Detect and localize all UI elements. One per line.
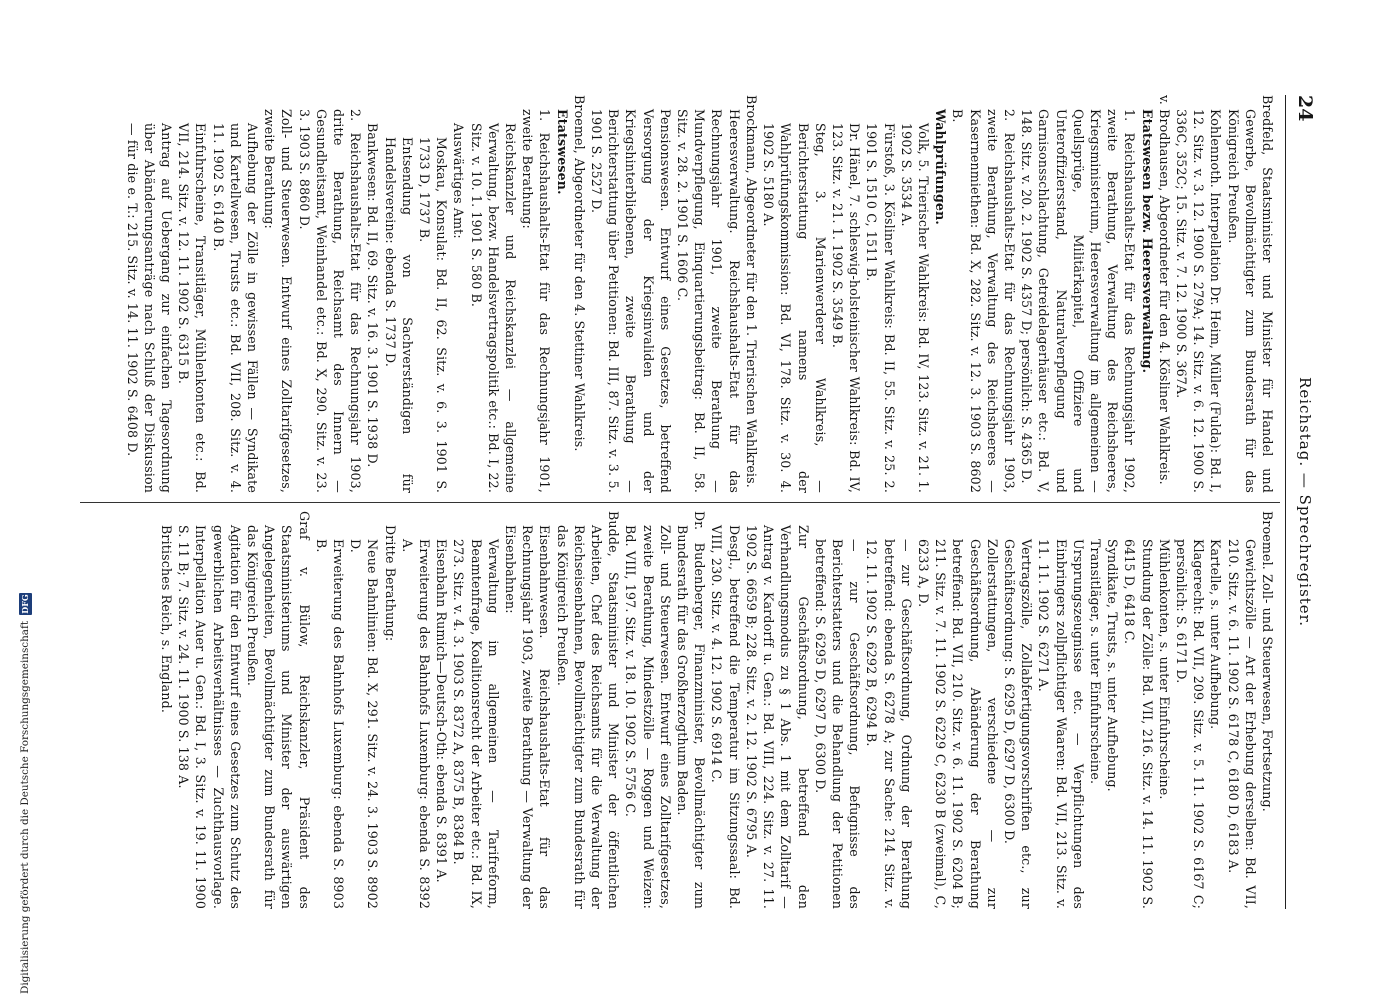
register-entry: Volk, 5. Trierischer Wahlkreis: Bd. IV, 123. Sitz. v. 21. 1. 1902 S. 3534 A. — [898, 123, 931, 493]
register-entry: 1. Reichshaushalts-Etat für das Rechnungsjahr 1901, zweite Berathung: — [520, 109, 553, 493]
register-entry: Antrag auf Uebergang zur einfachen Tagesordnung über Abänderungsanträge nach Schluß der Diskussion — für die e. T.: 215. Sitz. v. 14. 11. 1902 S. 6408 D. — [124, 123, 174, 493]
register-entry: Zur Geschäftsordnung, betreffend den Verhandlungsmodus zu § 1 Abs. 1 mit dem Zolltarif — Antrag v. Kardorff u. Gen.: Bd. VIII, 224. Sitz. v. 27. 11. 1902 S. 6659 B; 228. Sitz. v. 2. 12. 1902 S. 6795 A. — [743, 525, 811, 909]
register-entry: Dr. Budenberger, Finanzminister, Bevollmächtigter zum Bundesrath für das Großherzogthum Baden. — [675, 511, 708, 909]
register-entry: Brockmann, Abgeordneter für den 1. Trierischen Wahlkreis. — [743, 95, 759, 488]
register-entry: — zur Geschäftsordnung, Befugnisse des Berichterstatters und die Behandlung der Petitionen betreffend: S. 6295 D, 6297 D, 6300 D. — [812, 539, 863, 909]
column-separator — [80, 502, 1280, 503]
register-entry: Gewichtszölle — Art der Erhebung derselben: Bd. VII, 210. Sitz. v. 6. 11. 1902 S. 6178 C, 6180 D, 6183 A. — [1225, 539, 1258, 909]
register-entry: Graf v. Bülow, Reichskanzler, Präsident des Staatsministeriums und Minister der auswärtigen Angelegenheiten, Bevollmächtigter zum Bundesrath für das Königreich Preußen. — [245, 511, 312, 909]
page-number: 24 — [1294, 95, 1316, 122]
register-entry: Zollerstattungen, verschiedene — zur Geschäftsordnung, Abänderung der Berathung betreffend: Bd. VII, 210. Sitz. v. 6. 11. 1902 S. 6204 B; 211. Sitz. v. 7. 11. 1902 S. 6229 C, 6230 B (zweimal), C, 6233 A, D. — [915, 539, 1000, 909]
running-title: Reichstag. — Sprechregister. — [1296, 377, 1314, 627]
register-entry: Dr. Hänel, 7. schleswig-holsteinischer Wahlkreis: Bd. IV, 123. Sitz. v. 21. 1. 1902 S. 3549 B. — [829, 123, 863, 493]
register-entry: Bankwesen: Bd. II, 69. Sitz. v. 16. 3. 1901 S. 1938 D. — [365, 123, 381, 468]
register-entry: Bredfeld, Staatsminister und Minister für Handel und Gewerbe, Bevollmächtigter zum Bundesrath für das Königreich Preußen. — [1225, 95, 1275, 493]
page-body — [58, 95, 1320, 909]
register-entry: Budde, Staatsminister und Minister der öffentlichen Arbeiten, Chef des Reichsamts für die Verwaltung der Reichseisenbahnen, Bevollmächtigter zum Bundesrath für das Königreich Preußen. — [554, 511, 622, 909]
register-entry: Neue Bahnlinien: Bd. X, 291. Sitz. v. 24. 3. 1903 S. 8902 D. — [348, 539, 381, 909]
register-entry: 2. Reichshaushalts-Etat für das Rechnungsjahr 1903, zweite Berathung, Verwaltung des Reichsheeres — Kasernenmiethen: Bd. X, 282. Sitz. v. 12. 3. 1903 S. 8602 B. — [950, 109, 1017, 493]
header-rule — [1285, 95, 1286, 909]
register-entry: 2. Reichshaushalts-Etat für das Rechnungsjahr 1903, dritte Berathung, Reichsamt des Innern — Gesundheitsamt, Weinhandel etc.: Bd. X, 290. Sitz. v. 23. 3. 1903 S. 8860 D. — [296, 109, 364, 493]
register-entry: Klagerecht: Bd. VII, 209. Sitz. v. 5. 11. 1902 S. 6167 C; persönlich: S. 6171 D. — [1173, 539, 1207, 909]
register-entry: 1. Reichshaushalts-Etat für das Rechnungsjahr 1902, zweite Berathung, Verwaltung des Reichsheeres, Kriegsministerium, Heeresverwaltung im allgemeinen — Quellsprüge, Militärkapitel, Offiziere und Unteroffiziersstand, Naturalverpflegung und Garnisonsschlachtung, Getreidelagerhäuser etc.: Bd. V, 148. Sitz. v. 20. 2. 1902 S. 4357 D; persönlich: S. 4365 D. — [1019, 109, 1138, 493]
register-entry: Zoll- und Steuerwesen. Entwurf eines Zolltarifgesetzes, zweite Berathung: — [262, 109, 295, 493]
register-entry: Zoll- und Steuerwesen. Entwurf eines Zolltarifgesetzes, zweite Berathung, Mindestzölle — Roggen und Weizen: Bd. VIII, 197. Sitz. v. 18. 10. 1902 S. 5756 C. — [623, 525, 673, 909]
register-entry: Wahlprüfungen. — [933, 109, 949, 225]
register-entry: Broemel. Zoll- und Steuerwesen, Fortsetzung. — [1260, 511, 1275, 812]
register-entry: Stundung der Zölle: Bd. VII, 216. Sitz. v. 14. 11. 1902 S. 6415 D, 6418 C. — [1122, 539, 1155, 909]
register-entry: Aufhebung der Zölle in gewissen Fällen — Syndikate und Kartellwesen, Trusts etc.: Bd. VII, 208. Sitz. v. 4. 11. 1902 S. 6140 B. — [210, 123, 261, 493]
left-column — [123, 95, 1276, 493]
register-entry: Verwaltung im allgemeinen — Tarifreform, Beamtenfrage, Koalitionsrecht der Arbeiter etc.: Bd. IX, 273. Sitz. v. 4. 3. 1903 S. 8372 A, 8375 B, 8384 B. — [451, 539, 501, 909]
register-entry: Transitläger, s. unter Einfuhrscheine. — [1087, 539, 1103, 785]
dfg-logo-icon: DFG — [19, 594, 30, 614]
register-entry: Erweiterung des Bahnhofs Luxemburg: ebenda S. 8903 B. — [313, 539, 347, 909]
register-entry: Fürstoß, 3. Kösliner Wahlkreis: Bd. II, 55. Sitz. v. 25. 2. 1901 S. 1510 C, 1511 B. — [864, 123, 897, 493]
register-entry: Pensionswesen. Entwurf eines Gesetzes, betreffend Versorgung der Kriegsinvaliden und der Kriegshinterbliebenen, zweite Berathung — Berichterstattung über Petitionen: Bd. III, 87. Sitz. v. 3. 5. 1901 S. 2527 D. — [589, 109, 673, 493]
register-entry: Syndikate, Trusts, s. unter Aufhebung. — [1105, 539, 1121, 792]
register-entry: Agitation für den Entwurf eines Gesetzes zum Schutz des gewerblichen Arbeitsverhältnisses — Zuchthausvorlage. Interpellation Auer u. Gen.: Bd. I, 3. Sitz. v. 19. 11. 1900 S. 11 B; 7. Sitz. v. 24. 11. 1900 S. 138 A. — [176, 525, 243, 909]
register-entry: Mühlenkonten, s. unter Einfuhrscheine. — [1156, 539, 1172, 800]
register-entry: Etatswesen bezw. Heeresverwaltung. — [1139, 109, 1155, 374]
register-entry: Kohlennoth. Interpellation Dr. Heim, Müller (Fulda): Bd. I, 12. Sitz. v. 3. 12. 1900 S. 279A; 14. Sitz. v. 6. 12. 1900 S. 336C, 352C; 15. Sitz. v. 7. 12. 1900 S. 367A. — [1173, 109, 1224, 493]
register-entry: Desgl., betreffend die Temperatur im Sitzungssaal: Bd. VIII, 230. Sitz. v. 4. 12. 1902 S. 6914 C. — [709, 525, 742, 909]
footer-text: Digitalisierung gefördert durch die Deutsche Forschungsgemeinschaft — [19, 620, 31, 994]
register-entry: Erweiterung des Bahnhofs Luxemburg: ebenda S. 8392 A. — [399, 539, 433, 909]
register-entry: Eisenbahnwesen. Reichshaushalts-Etat für das Rechnungsjahr 1903, zweite Berathung — Verwaltung der Eisenbahnen: — [503, 525, 553, 909]
register-entry: Entsendung von Sachverständigen für Handelsvereine: ebenda S. 1737 D. — [382, 137, 415, 493]
register-entry: Heeresverwaltung. Reichshaushalts-Etat für das Rechnungsjahr 1901, zweite Berathung — Mundverpflegung, Einquartierungsbeitrag: Bd. II, 58. Sitz. v. 28. 2. 1901 S. 1606 C. — [675, 109, 742, 493]
right-column — [158, 511, 1276, 909]
page-header — [1286, 95, 1320, 909]
register-entry: Kartelle, s. unter Aufhebung. — [1208, 539, 1224, 730]
register-entry: v. Brodhausen, Abgeordneter für den 4. Kösliner Wahlkreis. — [1156, 95, 1172, 485]
register-entry: Etatswesen. — [554, 109, 570, 195]
register-entry: Auswärtiges Amt: — [451, 123, 467, 239]
register-entry: Steg, 3. Marienwerderer Wahlkreis, — Berichterstattung namens der Wahlprüfungskommission: Bd. VI, 178. Sitz. v. 30. 4. 1902 S. 5180 A. — [761, 123, 828, 493]
register-entry: Britisches Reich, s. England. — [159, 525, 174, 713]
register-entry: Eisenbahn Rumich—Deutsch-Oth: ebenda S. 8391 A. — [434, 539, 450, 883]
digitization-footer — [16, 0, 34, 994]
register-entry: Reichskanzler und Reichskanzlei — allgemeine Verwaltung, bezw. Handelsvertragspolitik etc.: Bd. I, 22. Sitz. v. 10. 1. 1901 S. 580 B. — [468, 123, 519, 493]
register-entry: Dritte Berathung: — [382, 525, 398, 642]
register-entry: Ursprungszeugnisse etc. — Verpflichtungen des Einbringers zollpflichtiger Waaren: Bd. VII, 213. Sitz. v. 11. 11. 1902 S. 6271 A. — [1036, 539, 1086, 909]
register-entry: Einfuhrscheine, Transitläger, Mühlenkonten etc.: Bd. VII, 214. Sitz. v. 12. 11. 1902 S. 6315 B. — [176, 123, 209, 493]
register-entry: — zur Geschäftsordnung, Ordnung der Berathung betreffend: ebenda S. 6278 A; zur Sache: 214. Sitz. v. 12. 11. 1902 S. 6292 B, 6294 B. — [864, 539, 914, 909]
register-entry: Moskau, Konsulat: Bd. II, 62. Sitz. v. 6. 3. 1901 S. 1733 D, 1737 B. — [417, 137, 450, 493]
register-entry: Broemel, Abgeordneter für den 4. Stettiner Wahlkreis. — [571, 95, 587, 452]
register-entry: Vertragszölle, Zollabfertigungsvorschriften etc., zur Geschäftsordnung: S. 6295 D, 6297 D, 6300 D. — [1001, 539, 1035, 909]
